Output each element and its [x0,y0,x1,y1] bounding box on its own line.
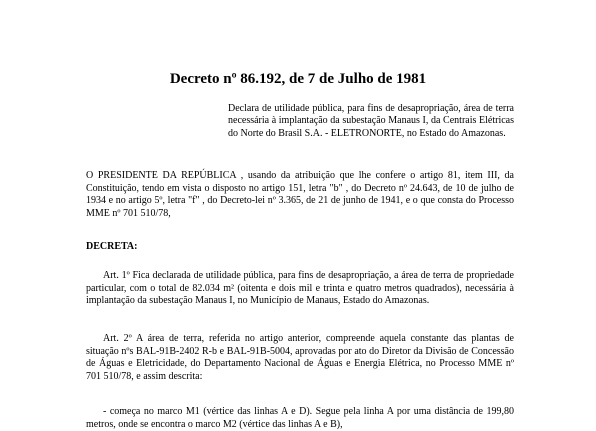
preamble-subject: O PRESIDENTE DA REPÚBLICA [86,170,237,181]
decreta-heading: DECRETA: [86,241,138,252]
article-2: Art. 2º A área de terra, referida no artigo anterior, compreende aquela constante das plantas de situação nºs BAL-91B-2402 R-b e BAL-91B-5004, aprovadas por ato do Diretor da Divisão de Concessão de Águas e Eletricidade, do Departamento Nacional de Águas e Energia Elétrica, no Processo MME nº 701 510/78, e assim descrita: [86,333,514,382]
preamble-paragraph [86,170,514,220]
preamble-text: , usando da atribuição que lhe confere o artigo 81, item III, da Constituição, tendo em vista o disposto no artigo 151, letra "b" , do Decreto nº 24.643, de 10 de julho de 1934 e no artigo 5º, letra "f" , do Decreto-lei nº 3.365, de 21 de junho de 1941, e o que consta do Processo MME nº 701 510/78, [86,170,514,219]
decree-title: Decreto nº 86.192, de 7 de Julho de 1981 [169,71,427,87]
article-2-description: - começa no marco M1 (vértice das linhas A e D). Segue pela linha A por uma distância de 199,80 metros, onde se encontra o marco M2 (vértice das linhas A e B), [86,406,514,430]
article-1: Art. 1º Fica declarada de utilidade pública, para fins de desapropriação, a área de terra de propriedade particular, com o total de 82.034 m² (oitenta e dois mil e trinta e quatro metros quadrados), necessária à implantação da subestação Manaus I, no Município de Manaus, Estado do Amazonas. [86,270,514,307]
decree-summary: Declara de utilidade pública, para fins de desapropriação, área de terra necessária à implantação da subestação Manaus I, da Centrais Elétricas do Norte do Brasil S.A. - ELETRONORTE, no Estado do Amazonas. [228,103,514,139]
